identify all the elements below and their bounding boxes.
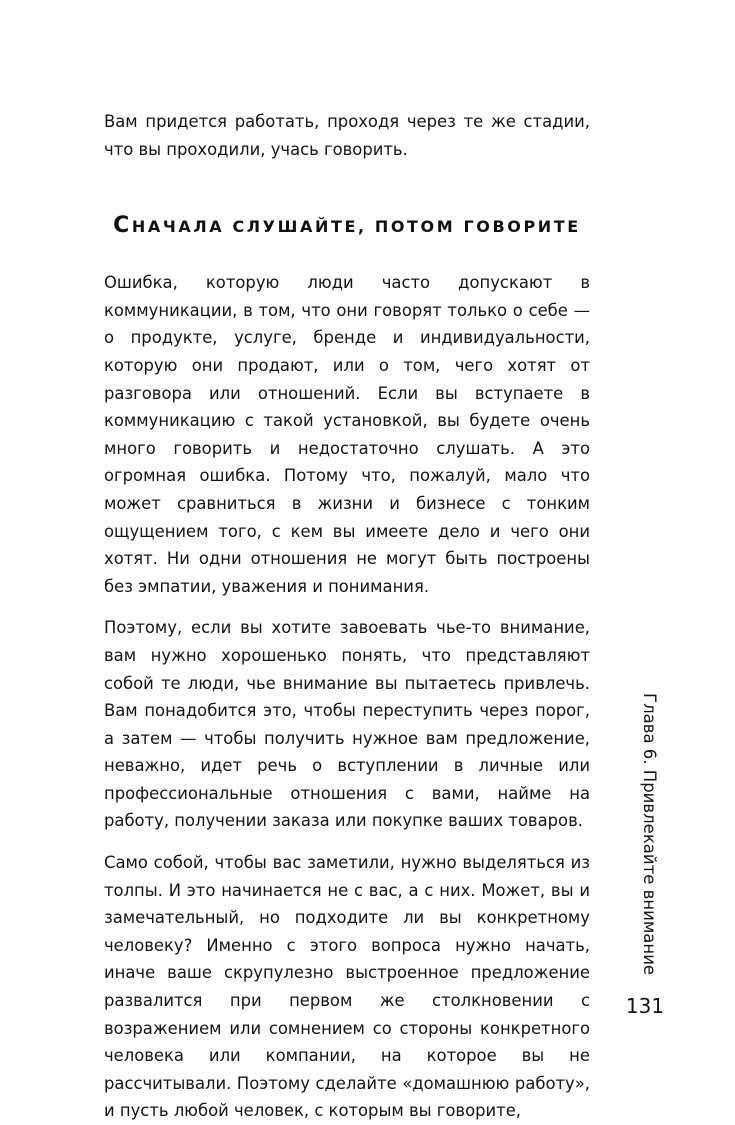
page-number: 131 (625, 994, 665, 1018)
running-head-text: Глава 6. Привлекайте внимание (640, 693, 659, 976)
intro-paragraph: Вам придется работать, проходя через те же стадии, что вы проходили, учась говорить. (104, 112, 590, 159)
body-paragraph-1: Ошибка, которую люди часто допускают в коммуникации, в том, что они говорят только о себе — о продукте, услуге, бренде и индивидуальности, которую они продают, или о том, чего хотят от разговора или отношений. Если вы вступаете в коммуникацию с такой установкой, вы будете очень много говорить и недостаточно слушать. А это огромная ошибка. Потому что, пожалуй, мало что может сравниться в жизни и бизнесе с тонким ощущением того, с кем вы имеете дело и чего они хотят. Ни одни отношения не могут быть построены без эмпатии, уважения и понимания. (104, 273, 590, 596)
body-paragraph-3: Само собой, чтобы вас заметили, нужно выделяться из толпы. И это начинается не с вас, а с них. Может, вы и замечательный, но подходите ли вы конкретному человеку? Именно с этого вопроса нужно начать, иначе ваше скрупулезно выстроенное предложение развалится при первом же столкновении с возражением или сомнением со стороны конкретного человека или компании, на которое вы не рассчитывали. Поэтому сделайте «домашнюю работу», и пусть любой человек, с которым вы говорите, (104, 853, 590, 1121)
section-heading-rest: НАЧАЛА СЛУШАЙТЕ, ПОТОМ ГОВОРИТЕ (131, 217, 581, 237)
section-heading-initial: С (113, 213, 132, 239)
body-paragraph-2: Поэтому, если вы хотите завоевать чье-то внимание, вам нужно хорошенько понять, что представляют собой те люди, чье внимание вы пытаетесь привлечь. Вам понадобится это, чтобы переступить через порог, а затем — чтобы получить нужное вам предложение, неважно, идет речь о вступлении в личные или профессиональные отношения с вами, найме на работу, получении заказа или покупке ваших товаров. (104, 618, 590, 831)
running-head (608, 693, 659, 993)
text-column (104, 108, 590, 1125)
section-heading (104, 211, 590, 241)
